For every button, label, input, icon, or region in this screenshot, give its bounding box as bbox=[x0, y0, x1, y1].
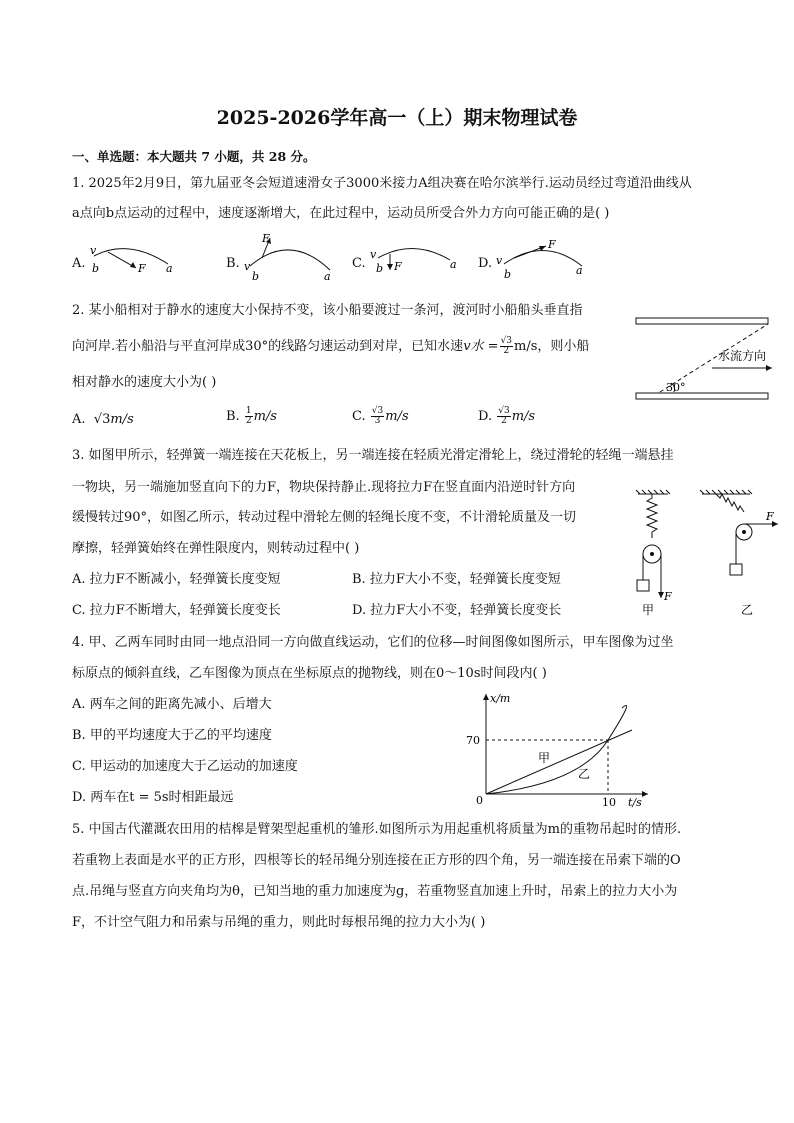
label-v: v bbox=[90, 244, 97, 257]
label-a: a bbox=[324, 270, 331, 282]
q4-option-c[interactable]: C. 甲运动的加速度大于乙运动的加速度 bbox=[72, 759, 298, 774]
q1-option-a[interactable]: A. bbox=[72, 256, 86, 271]
y-axis-label: x/m bbox=[490, 692, 511, 705]
label-f: F bbox=[262, 232, 270, 245]
q4-xt-graph bbox=[460, 688, 660, 810]
q3-line4: 摩擦，轻弹簧始终在弹性限度内，则转动过程中( ) bbox=[72, 541, 360, 556]
q5-line3: 点.吊绳与竖直方向夹角均为θ，已知当地的重力加速度为g，若重物竖直加速上升时，吊索上的拉力大小为 bbox=[72, 884, 678, 899]
tick-70: 70 bbox=[466, 734, 480, 747]
q4-line2: 标原点的倾斜直线，乙车图像为顶点在坐标原点的抛物线，则在0～10s时间段内( ) bbox=[72, 666, 547, 681]
q2-option-c[interactable]: C. $\frac{√3}{3}$ m/s bbox=[352, 406, 409, 426]
label-a: a bbox=[450, 258, 457, 271]
label-jia: 甲 bbox=[538, 751, 551, 765]
label-f: F bbox=[664, 590, 672, 603]
q3-line3: 缓慢转过90°，如图乙所示，转动过程中滑轮左侧的轻绳长度不变，不计滑轮质量及一切 bbox=[72, 510, 577, 525]
label-b: b bbox=[252, 270, 260, 282]
q5-line1: 5. 中国古代灌溉农田用的桔槔是臂架型起重机的雏形.如图所示为用起重机将质量为m的重物吊起时的情形. bbox=[72, 822, 682, 837]
q1-figure-b bbox=[240, 232, 340, 282]
q2-line2: 向河岸.若小船沿与平直河岸成30°的线路匀速运动到对岸，已知水速v水 = $\frac{√3}{2}$ m/s，则小船 bbox=[72, 336, 590, 356]
q1-option-d[interactable]: D. bbox=[478, 256, 493, 271]
label-b: b bbox=[376, 262, 384, 275]
q1-option-b[interactable]: B. bbox=[226, 256, 240, 271]
q1-figure-c bbox=[368, 238, 463, 278]
label-a: a bbox=[166, 262, 173, 275]
angle-label: 30° bbox=[666, 381, 686, 394]
q4-line1: 4. 甲、乙两车同时由同一地点沿同一方向做直线运动，它们的位移—时间图像如图所示，甲车图像为过坐 bbox=[72, 635, 674, 650]
x-axis-label: t/s bbox=[628, 796, 642, 809]
q5-line2: 若重物上表面是水平的正方形，四根等长的轻吊绳分别连接在正方形的四个角，另一端连接在吊索下端的O bbox=[72, 853, 681, 868]
label-a: a bbox=[576, 264, 583, 277]
label-b: b bbox=[504, 268, 512, 280]
tick-10: 10 bbox=[602, 796, 616, 809]
q2-river-figure bbox=[630, 312, 775, 407]
q3-line2: 一物块，另一端施加竖直向下的力F，物块保持静止.现将拉力F在竖直面内沿逆时针方向 bbox=[72, 480, 576, 495]
section-heading: 一、单选题：本大题共 7 小题，共 28 分。 bbox=[72, 149, 316, 164]
label-b: b bbox=[92, 262, 100, 275]
label-f: F bbox=[766, 510, 774, 523]
q1-figure-a bbox=[88, 238, 178, 278]
q4-option-b[interactable]: B. 甲的平均速度大于乙的平均速度 bbox=[72, 728, 272, 743]
label-jia: 甲 bbox=[642, 603, 655, 617]
label-f: F bbox=[394, 260, 402, 273]
q1-line2: a点向b点运动的过程中，速度逐渐增大，在此过程中，运动员所受合外力方向可能正确的是( ) bbox=[72, 206, 610, 221]
flow-label: 水流方向 bbox=[718, 349, 767, 363]
q4-option-d[interactable]: D. 两车在t = 5s时相距最远 bbox=[72, 790, 234, 805]
q3-spring-figure bbox=[620, 488, 790, 618]
q2-option-d[interactable]: D. $\frac{√3}{2}$ m/s bbox=[478, 406, 536, 426]
q1-line1: 1. 2025年2月9日，第九届亚冬会短道速滑女子3000米接力A组决赛在哈尔滨举行.运动员经过弯道沿曲线从 bbox=[72, 176, 692, 191]
q3-option-b[interactable]: B. 拉力F大小不变，轻弹簧长度变短 bbox=[352, 572, 561, 587]
label-yi: 乙 bbox=[578, 767, 591, 781]
q2-line3: 相对静水的速度大小为( ) bbox=[72, 375, 217, 390]
q1-option-c[interactable]: C. bbox=[352, 256, 366, 271]
origin-label: 0 bbox=[476, 794, 483, 807]
q3-option-d[interactable]: D. 拉力F大小不变，轻弹簧长度变长 bbox=[352, 603, 562, 618]
label-f: F bbox=[138, 262, 146, 275]
label-v: v bbox=[496, 254, 503, 267]
page-title: 2025-2026学年高一（上）期末物理试卷 bbox=[216, 107, 578, 129]
q5-line4: F，不计空气阻力和吊索与吊绳的重力，则此时每根吊绳的拉力大小为( ) bbox=[72, 915, 486, 930]
label-f: F bbox=[548, 238, 556, 251]
label-v: v bbox=[370, 248, 377, 261]
q3-line1: 3. 如图甲所示，轻弹簧一端连接在天花板上，另一端连接在轻质光滑定滑轮上，绕过滑轮的轻绳一端悬挂 bbox=[72, 448, 674, 463]
q1-figure-d bbox=[494, 236, 594, 280]
q2-option-a[interactable]: A. √3m/s bbox=[72, 412, 134, 427]
q3-option-a[interactable]: A. 拉力F不断减小，轻弹簧长度变短 bbox=[72, 572, 281, 587]
label-v: v bbox=[244, 260, 251, 273]
q3-option-c[interactable]: C. 拉力F不断增大，轻弹簧长度变长 bbox=[72, 603, 281, 618]
q4-option-a[interactable]: A. 两车之间的距离先减小、后增大 bbox=[72, 697, 272, 712]
q2-line1: 2. 某小船相对于静水的速度大小保持不变，该小船要渡过一条河，渡河时小船船头垂直指 bbox=[72, 303, 583, 318]
q2-option-b[interactable]: B. $\frac{1}{2}$ m/s bbox=[226, 406, 277, 426]
label-yi: 乙 bbox=[741, 603, 754, 617]
